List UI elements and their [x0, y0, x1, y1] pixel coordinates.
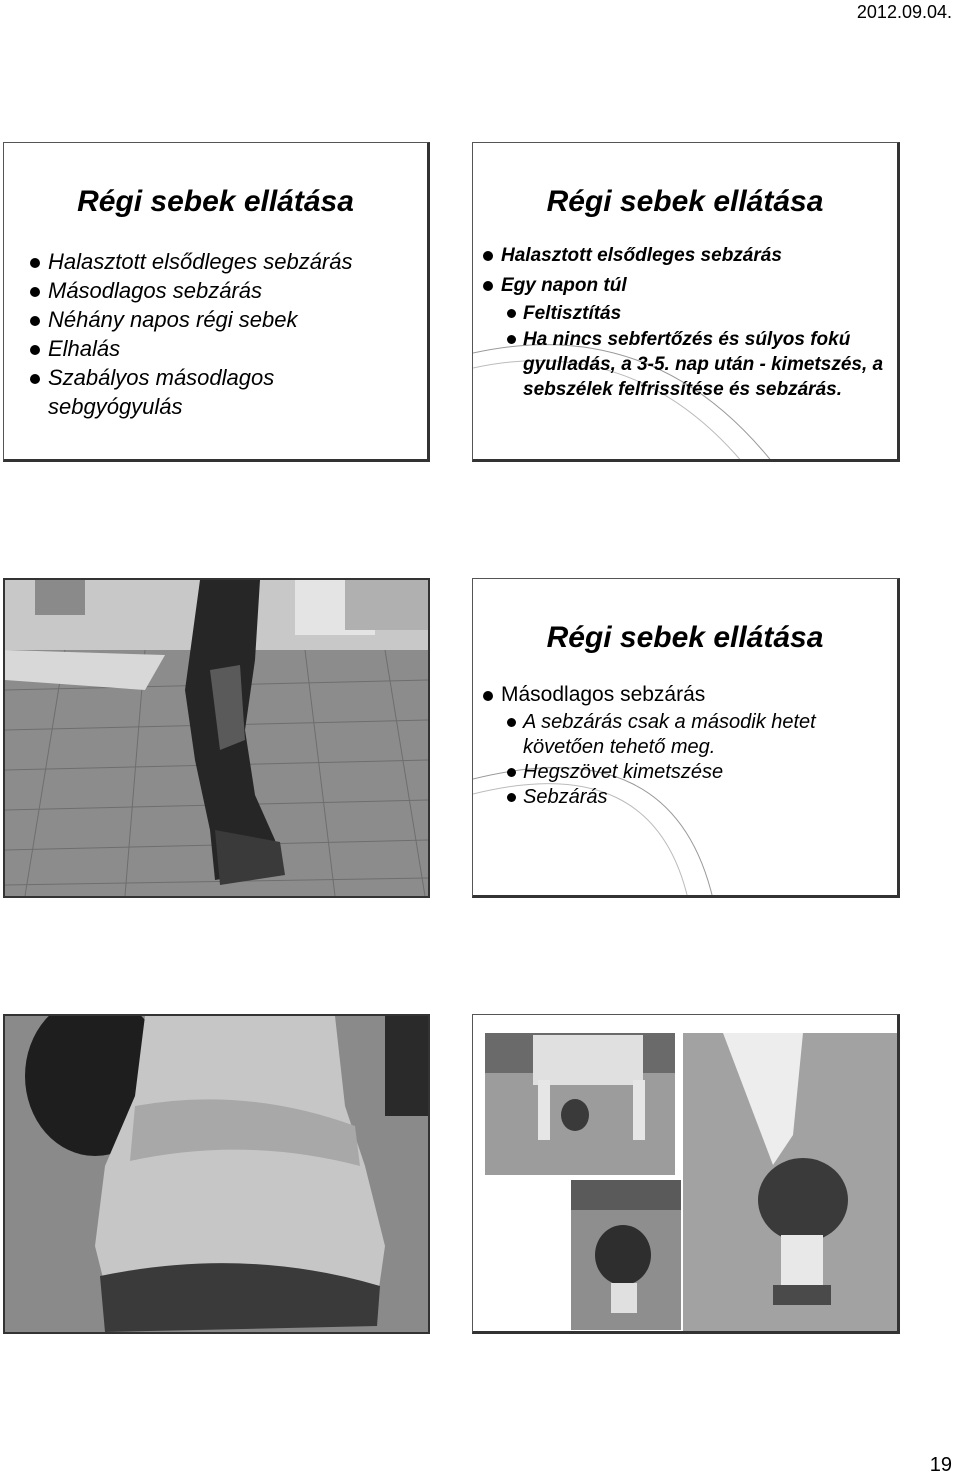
slide-4	[472, 578, 900, 898]
slide-2-sub-list	[475, 301, 895, 402]
list-item: Halasztott elsődleges sebzárás	[475, 241, 897, 271]
slide-4-sub-list	[475, 710, 875, 810]
photo-leg-on-pavement	[3, 578, 430, 898]
list-item: Sebzárás	[475, 785, 875, 810]
list-item: Hegszövet kimetszése	[475, 760, 875, 785]
slide-2-title: Régi sebek ellátása	[546, 185, 824, 218]
list-item: Halasztott elsődleges sebzárás	[22, 247, 427, 276]
list-item: Szabályos másodlagos sebgyógyulás	[22, 363, 388, 421]
list-item: Másodlagos sebzárás	[22, 276, 427, 305]
list-item: Néhány napos régi sebek	[22, 305, 427, 334]
slide-2-bullet-list	[475, 241, 897, 301]
list-item: Egy napon túl	[475, 271, 897, 301]
page-number: 19	[929, 1454, 952, 1476]
photo-hoof-closeup	[3, 1014, 430, 1334]
print-date: 2012.09.04.	[856, 2, 952, 22]
list-item: Feltisztítás	[475, 301, 895, 326]
list-item: Ha nincs sebfertőzés és súlyos fokú gyulladás, a 3-5. nap után - kimetszés, a sebszélek felfrissítése és sebzárás.	[475, 327, 895, 402]
list-item: A sebzárás csak a második hetet követően tehető meg.	[475, 710, 875, 760]
slide-1	[3, 142, 430, 462]
photo-composite	[472, 1014, 900, 1334]
slide-4-title: Régi sebek ellátása	[546, 621, 824, 654]
slide-4-bullet-list	[475, 680, 897, 710]
list-item: Elhalás	[22, 334, 427, 363]
slide-1-bullet-list	[22, 247, 427, 421]
list-item: Másodlagos sebzárás	[475, 680, 897, 710]
slide-1-title: Régi sebek ellátása	[77, 185, 354, 218]
slide-2	[472, 142, 900, 462]
